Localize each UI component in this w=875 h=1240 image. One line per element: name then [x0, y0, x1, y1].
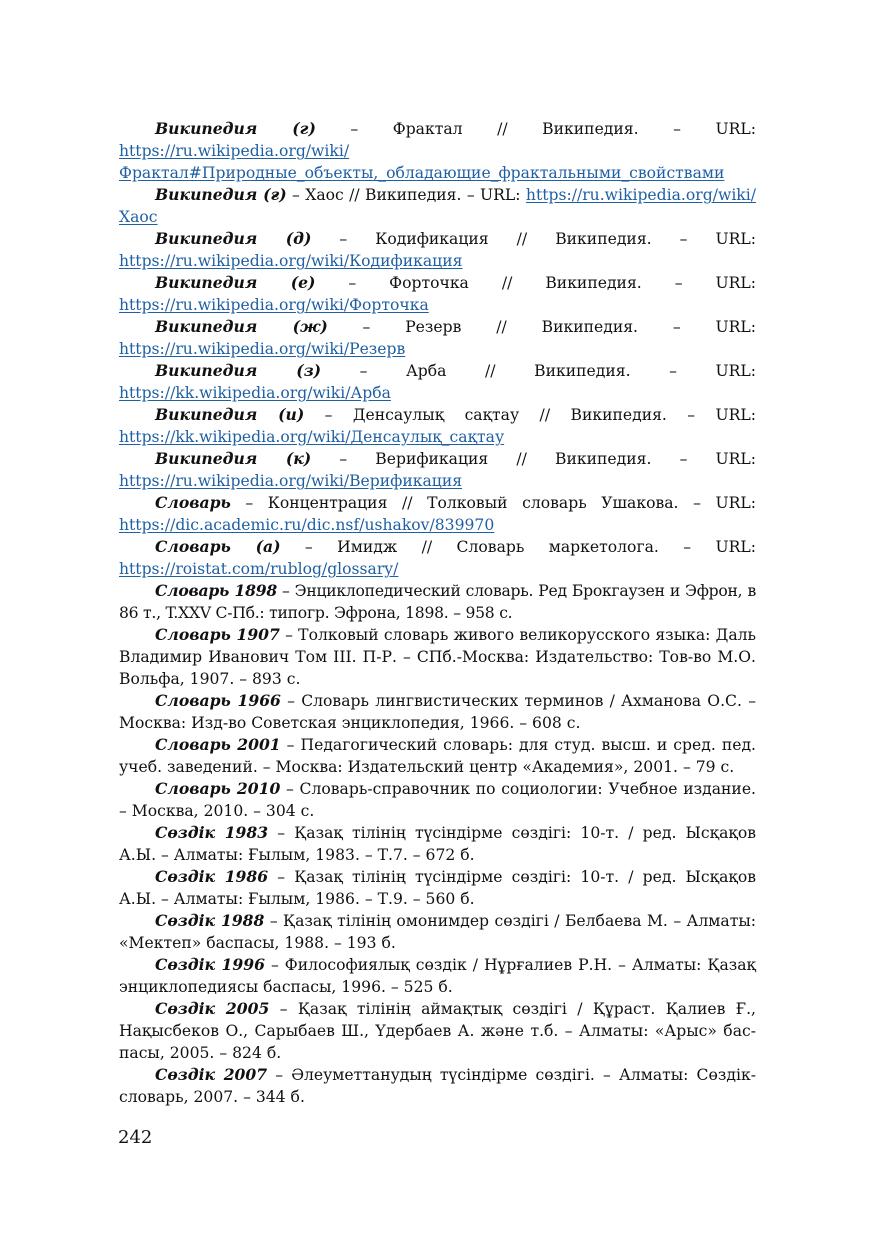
entry-head: Сөздік 1996: [155, 955, 265, 974]
entry-head: Сөздік 1988: [155, 911, 265, 930]
bibliography-entry: [119, 536, 756, 580]
bibliography-entry: [119, 272, 756, 316]
entry-head: Википедия (ж): [155, 317, 328, 336]
bibliography-list: [119, 118, 756, 1108]
entry-text: – Қазақ тілінің аймақтық сөздігі / Құраст. Қалиев Ғ., Нақысбеков О., Сарыбаев Ш., Үдербаев А. және т.б. – Алматы: «Арыс» бас-пасы, 2005. – 824 б.: [119, 1000, 756, 1062]
bibliography-entry: [119, 118, 756, 184]
entry-head: Сөздік 2005: [155, 999, 270, 1018]
bibliography-entry: [119, 316, 756, 360]
bibliography-entry: [119, 580, 756, 624]
entry-text: – Қазақ тілінің түсіндірме сөздігі: 10-т. / ред. Ысқақов А.Ы. – Алматы: Ғылым, 1986. – Т.9. – 560 б.: [119, 868, 756, 908]
entry-text: – Форточка // Википедия. – URL:: [315, 274, 756, 292]
entry-url-link[interactable]: https://dic.academic.ru/dic.nsf/ushakov/839970: [119, 516, 495, 534]
entry-text: – Кодификация // Википедия. – URL:: [311, 230, 756, 248]
bibliography-entry: [119, 954, 756, 998]
entry-text: – Фрактал // Википедия. – URL:: [315, 120, 756, 138]
bibliography-entry: [119, 1064, 756, 1108]
entry-url-link[interactable]: https://ru.wikipedia.org/wiki/Хаос: [119, 186, 756, 226]
entry-head: Википедия (к): [155, 449, 312, 468]
entry-head: Википедия (и): [155, 405, 305, 424]
entry-head: Сөздік 2007: [155, 1065, 268, 1084]
bibliography-entry: [119, 404, 756, 448]
entry-url-link[interactable]: https://ru.wikipedia.org/wiki/Форточка: [119, 296, 429, 314]
entry-text: – Резерв // Википедия. – URL:: [327, 318, 756, 336]
entry-head: Словарь 1966: [155, 691, 281, 710]
bibliography-entry: [119, 822, 756, 866]
bibliography-entry: [119, 624, 756, 690]
bibliography-entry: [119, 910, 756, 954]
entry-text: – Арба // Википедия. – URL:: [321, 362, 756, 380]
bibliography-entry: [119, 448, 756, 492]
entry-url-link[interactable]: https://kk.wikipedia.org/wiki/Денсаулық_сақтау: [119, 428, 505, 446]
entry-text: – Имидж // Словарь маркетолога. – URL:: [280, 538, 756, 556]
entry-text: – Педагогический словарь: для студ. высш. и сред. пед. учеб. заведений. – Москва: Издательский центр «Академия», 2001. – 79 с.: [119, 736, 756, 776]
entry-text: – Философиялық сөздік / Нұрғалиев Р.Н. – Алматы: Қазақ энциклопедиясы баспасы, 1996. – 525 б.: [119, 956, 756, 996]
bibliography-entry: [119, 690, 756, 734]
entry-head: Словарь 2001: [155, 735, 281, 754]
entry-text: – Қазақ тілінің омонимдер сөздігі / Белбаева М. – Алматы: «Мектеп» баспасы, 1988. – 193 б.: [119, 912, 756, 952]
entry-head: Википедия (ғ): [155, 185, 287, 204]
entry-text: – Денсаулық сақтау // Википедия. – URL:: [304, 406, 757, 424]
entry-head: Сөздік 1983: [155, 823, 269, 842]
entry-head: Википедия (е): [155, 273, 316, 292]
entry-url-link[interactable]: https://ru.wikipedia.org/wiki/Верификация: [119, 472, 463, 490]
entry-head: Википедия (г): [155, 119, 316, 138]
entry-url-link[interactable]: https://roistat.com/rublog/glossary/: [119, 560, 399, 578]
entry-text: – Әлеуметтанудың түсіндірме сөздігі. – Алматы: Сөздік-словарь, 2007. – 344 б.: [119, 1066, 756, 1106]
bibliography-entry: [119, 778, 756, 822]
bibliography-entry: [119, 228, 756, 272]
entry-text: – Концентрация // Толковый словарь Ушакова. – URL:: [230, 494, 756, 512]
entry-text: – Қазақ тілінің түсіндірме сөздігі: 10-т. / ред. Ысқақов А.Ы. – Алматы: Ғылым, 1983. – Т.7. – 672 б.: [119, 824, 756, 864]
bibliography-entry: [119, 734, 756, 778]
entry-url-link[interactable]: https://ru.wikipedia.org/wiki/Фрактал#Природные_объекты,_обладающие_фрактальными_свойствами: [119, 142, 725, 182]
entry-head: Словарь 2010: [155, 779, 281, 798]
bibliography-entry: [119, 184, 756, 228]
page-number: 242: [118, 1127, 153, 1148]
bibliography-entry: [119, 998, 756, 1064]
bibliography-entry: [119, 492, 756, 536]
entry-head: Википедия (д): [155, 229, 312, 248]
entry-text: – Энциклопедический словарь. Ред Брокгаузен и Эфрон, в 86 т., T.XXV С-Пб.: типогр. Эфрона, 1898. – 958 с.: [119, 582, 756, 622]
entry-text: – Словарь лингвистических терминов / Ахманова О.С. – Москва: Изд-во Советская энциклопедия, 1966. – 608 с.: [119, 692, 756, 732]
entry-head: Словарь: [155, 493, 231, 512]
entry-url-link[interactable]: https://ru.wikipedia.org/wiki/Кодификация: [119, 252, 463, 270]
entry-text: – Верификация // Википедия. – URL:: [311, 450, 756, 468]
entry-head: Словарь (а): [155, 537, 281, 556]
entry-url-link[interactable]: https://ru.wikipedia.org/wiki/Резерв: [119, 340, 406, 358]
bibliography-entry: [119, 866, 756, 910]
bibliography-entry: [119, 360, 756, 404]
entry-head: Словарь 1907: [155, 625, 280, 644]
entry-text: – Толковый словарь живого великорусского языка: Даль Владимир Иванович Том III. П-Р. – СПб.-Москва: Издательство: Тов-во М.О. Вольфа, 1907. – 893 с.: [119, 626, 757, 688]
entry-head: Словарь 1898: [155, 581, 277, 600]
entry-url-link[interactable]: https://kk.wikipedia.org/wiki/Арба: [119, 384, 391, 402]
entry-text: – Хаос // Википедия. – URL:: [286, 186, 526, 204]
entry-head: Сөздік 1986: [155, 867, 269, 886]
entry-text: – Словарь-справочник по социологии: Учебное издание. – Москва, 2010. – 304 с.: [119, 780, 757, 820]
entry-head: Википедия (з): [155, 361, 322, 380]
